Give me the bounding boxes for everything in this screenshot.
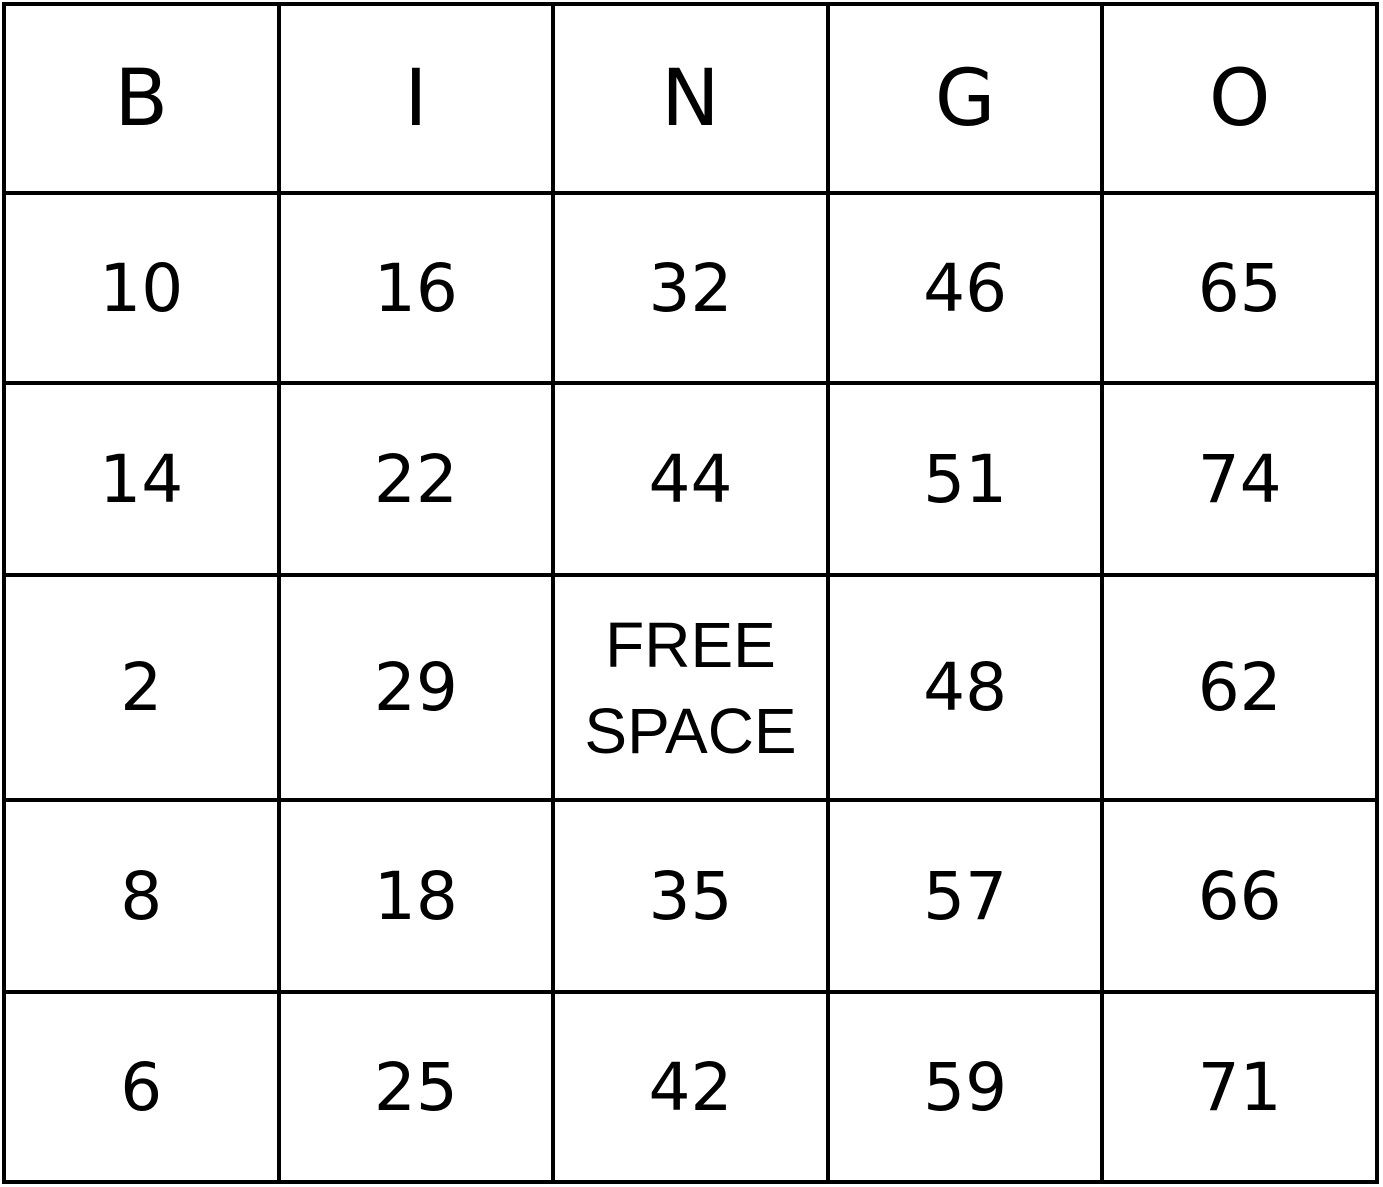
bingo-cell[interactable]: 22	[279, 383, 554, 575]
bingo-cell[interactable]: 32	[553, 193, 828, 383]
header-i: I	[279, 4, 554, 193]
card-row	[4, 800, 1377, 992]
bingo-cell[interactable]: 62	[1102, 575, 1377, 800]
bingo-cell[interactable]: 74	[1102, 383, 1377, 575]
bingo-cell[interactable]: 35	[553, 800, 828, 992]
bingo-cell[interactable]: 8	[4, 800, 279, 992]
bingo-cell[interactable]: 44	[553, 383, 828, 575]
bingo-card	[2, 2, 1379, 1184]
bingo-cell[interactable]: 14	[4, 383, 279, 575]
bingo-cell[interactable]: 29	[279, 575, 554, 800]
bingo-cell[interactable]: 48	[828, 575, 1103, 800]
bingo-cell[interactable]: 6	[4, 992, 279, 1182]
bingo-cell[interactable]: 42	[553, 992, 828, 1182]
header-row	[4, 4, 1377, 193]
bingo-cell[interactable]: 51	[828, 383, 1103, 575]
bingo-cell[interactable]: 2	[4, 575, 279, 800]
bingo-cell[interactable]: 10	[4, 193, 279, 383]
bingo-cell[interactable]: 59	[828, 992, 1103, 1182]
free-space-line1: FREE	[605, 608, 776, 681]
bingo-cell[interactable]: 18	[279, 800, 554, 992]
free-space-line2: SPACE	[584, 694, 797, 767]
bingo-cell[interactable]: 71	[1102, 992, 1377, 1182]
bingo-cell[interactable]: 46	[828, 193, 1103, 383]
card-row	[4, 383, 1377, 575]
free-space-cell[interactable]	[553, 575, 828, 800]
card-row	[4, 193, 1377, 383]
bingo-cell[interactable]: 66	[1102, 800, 1377, 992]
bingo-cell[interactable]: 25	[279, 992, 554, 1182]
bingo-cell[interactable]: 65	[1102, 193, 1377, 383]
header-n: N	[553, 4, 828, 193]
bingo-cell[interactable]: 16	[279, 193, 554, 383]
header-g: G	[828, 4, 1103, 193]
card-row	[4, 575, 1377, 800]
card-row	[4, 992, 1377, 1182]
header-o: O	[1102, 4, 1377, 193]
bingo-cell[interactable]: 57	[828, 800, 1103, 992]
header-b: B	[4, 4, 279, 193]
